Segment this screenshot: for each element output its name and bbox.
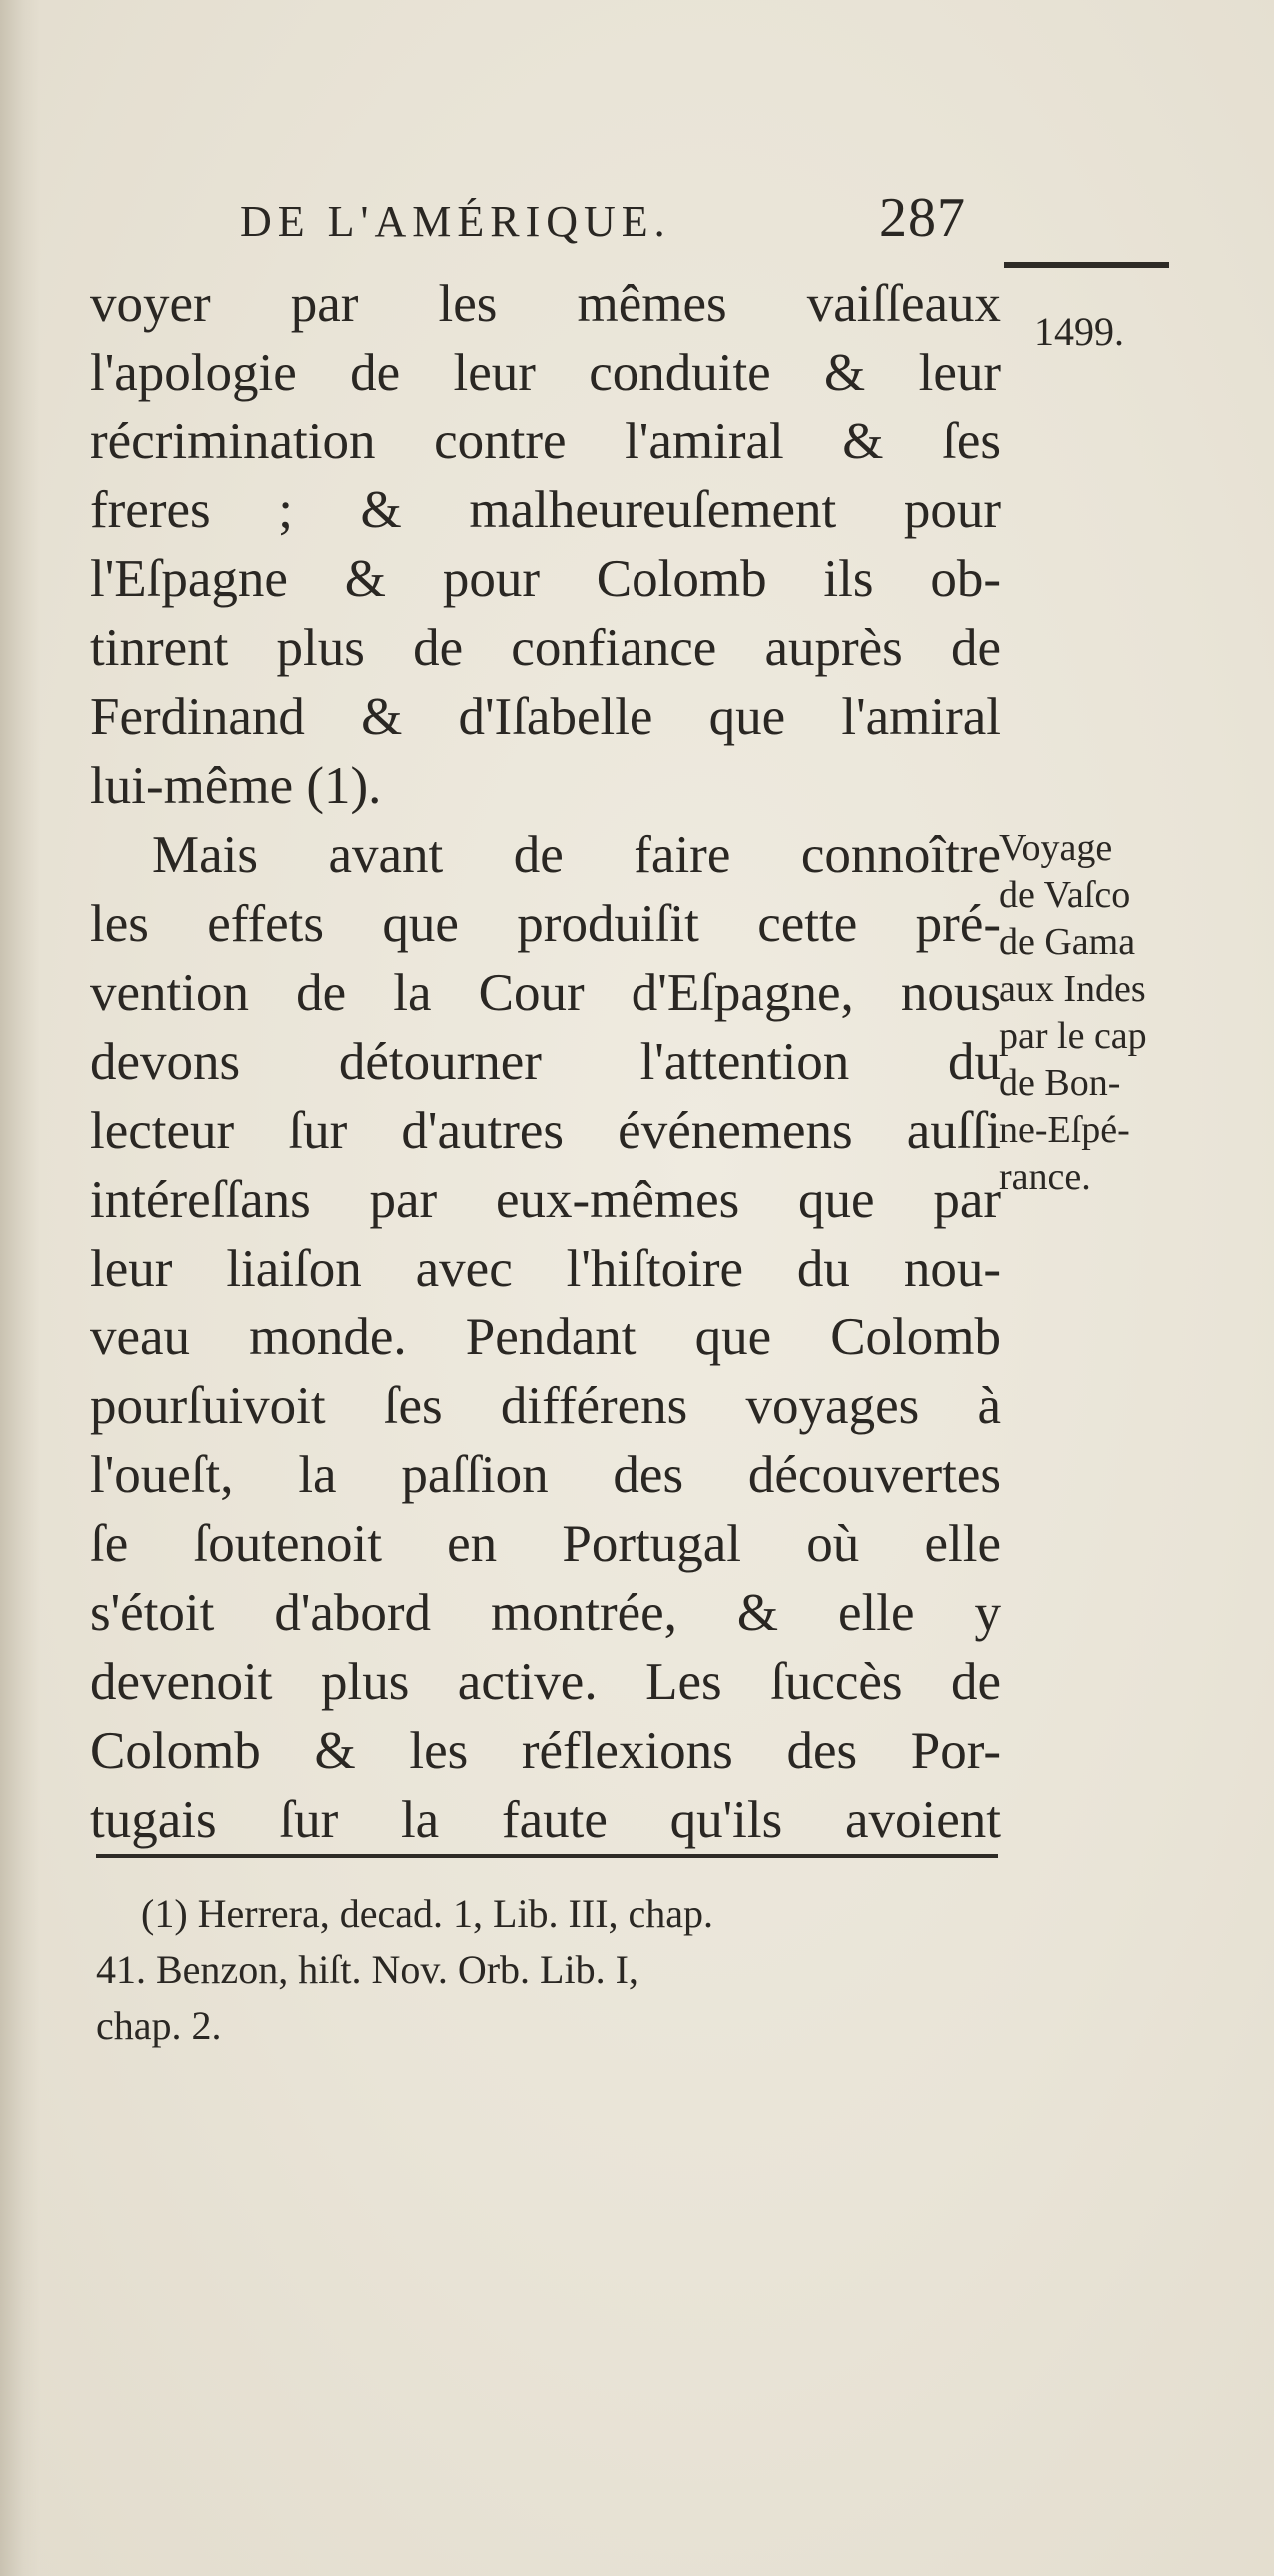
body-line: l'apologie de leur conduite & leur [90, 344, 1001, 402]
page-number: 287 [879, 187, 966, 249]
sidenote-line: ne-Eſpé- [999, 1109, 1130, 1151]
sidenote-line: par le cap [999, 1015, 1147, 1057]
page-gutter-shadow [0, 0, 40, 2576]
body-line: lecteur ſur d'autres événemens auſſi [90, 1102, 1001, 1160]
body-line: l'Eſpagne & pour Colomb ils ob- [90, 550, 1001, 608]
margin-year: 1499. [1034, 309, 1124, 354]
footnote-line: chap. 2. [96, 2003, 222, 2048]
body-line: Mais avant de faire connoître [152, 826, 1001, 884]
body-line: veau monde. Pendant que Colomb [90, 1308, 1001, 1366]
sidenote-line: rance. [999, 1156, 1091, 1198]
footnote [96, 1886, 1005, 2054]
header-rule [1004, 262, 1169, 268]
body-text [90, 270, 1001, 1855]
sidenote-line: de Vaſco [999, 874, 1131, 916]
body-line: lui-même (1). [90, 757, 382, 815]
body-line: tinrent plus de confiance auprès de [90, 619, 1001, 677]
sidenote-line: Voyage [999, 827, 1113, 869]
body-line: devons détourner l'attention du [90, 1033, 1001, 1091]
footnote-line: (1) Herrera, decad. 1, Lib. III, chap. [141, 1891, 714, 1936]
body-line: récrimination contre l'amiral & ſes [90, 413, 1001, 470]
body-line: ſe ſoutenoit en Portugal où elle [90, 1515, 1001, 1573]
body-line: vention de la Cour d'Eſpagne, nous [90, 964, 1001, 1022]
body-line: Ferdinand & d'Iſabelle que l'amiral [90, 688, 1001, 746]
body-line: s'étoit d'abord montrée, & elle y [90, 1584, 1001, 1642]
body-line: voyer par les mêmes vaiſſeaux [90, 275, 1001, 333]
footnote-rule [96, 1854, 998, 1858]
sidenote-line: de Bon- [999, 1062, 1121, 1104]
body-line: l'oueſt, la paſſion des découvertes [90, 1446, 1001, 1504]
body-line: leur liaiſon avec l'hiſtoire du nou- [90, 1240, 1001, 1297]
body-line: intéreſſans par eux-mêmes que par [90, 1171, 1001, 1229]
footnote-line: 41. Benzon, hiſt. Nov. Orb. Lib. I, [96, 1947, 638, 1992]
body-line: Colomb & les réflexions des Por- [90, 1722, 1001, 1780]
body-line: tugais ſur la faute qu'ils avoient [90, 1791, 1001, 1849]
body-line: devenoit plus active. Les ſuccès de [90, 1653, 1001, 1711]
margin-sidenote [999, 825, 1229, 1201]
sidenote-line: de Gama [999, 921, 1136, 963]
body-line: les effets que produiſit cette pré- [90, 895, 1001, 953]
sidenote-line: aux Indes [999, 968, 1146, 1010]
body-line: pourſuivoit ſes différens voyages à [90, 1377, 1001, 1435]
body-line: freres ; & malheureuſement pour [90, 481, 1001, 539]
running-head: DE L'AMÉRIQUE. [240, 197, 671, 246]
